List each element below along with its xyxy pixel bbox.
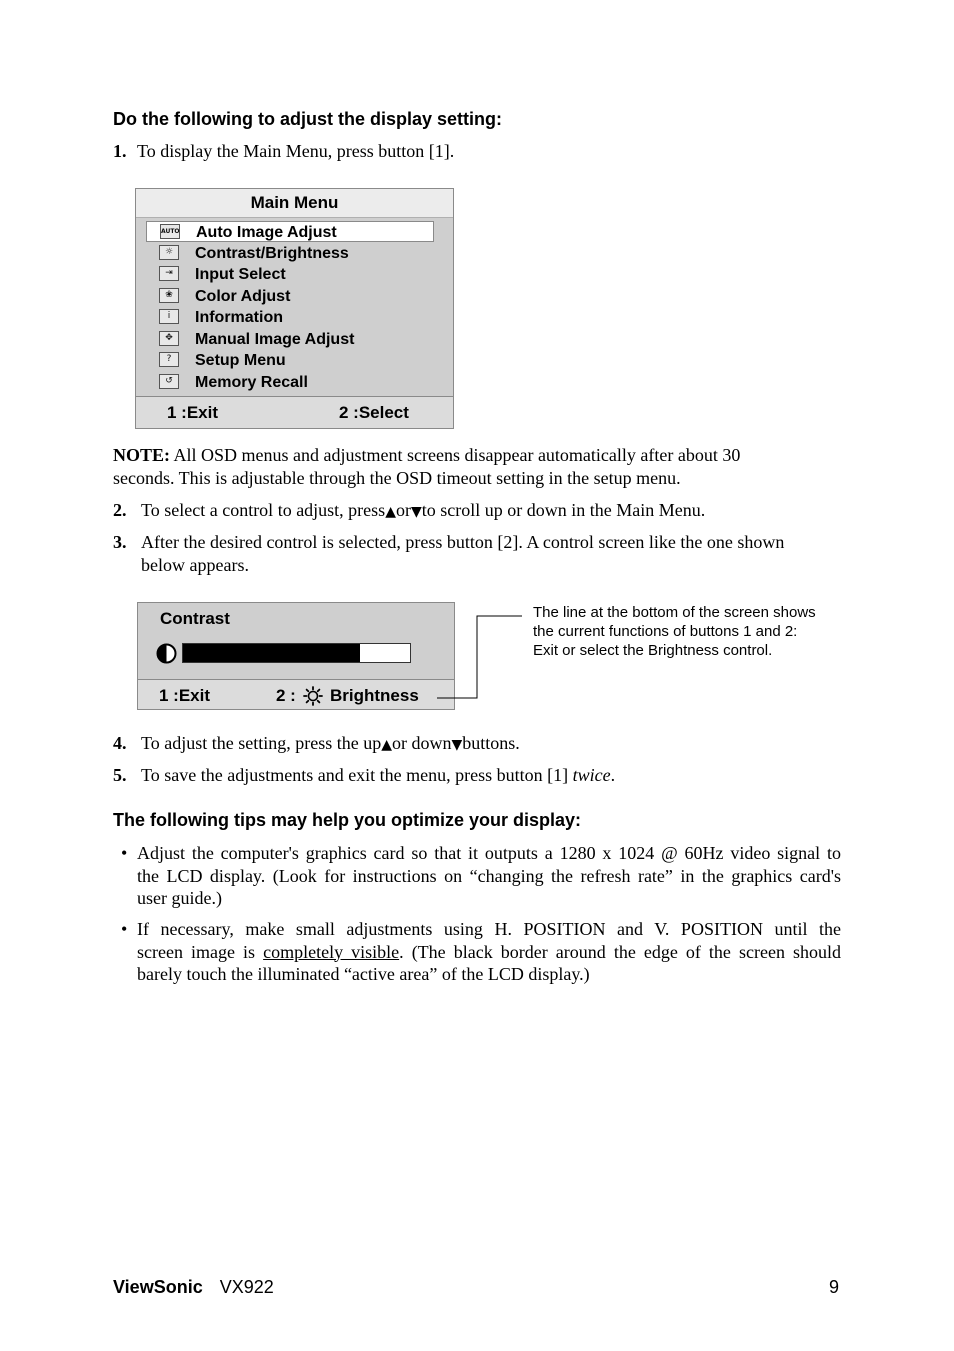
menu-item-label: Memory Recall (195, 373, 308, 391)
menu-item-label: Setup Menu (195, 352, 286, 369)
tip-line: barely touch the illuminated “active area” of the LCD display.) (137, 964, 590, 984)
bullet: • (121, 919, 128, 939)
step-number: 5. (113, 765, 127, 785)
callout-note (533, 603, 841, 660)
up-arrow-icon: ▲ (385, 504, 396, 520)
menu-item-label: Contrast/Brightness (195, 244, 349, 262)
information-icon: i (159, 309, 179, 324)
menu-item-label: Information (195, 309, 283, 326)
step-text-part: To adjust the setting, press the up (141, 733, 382, 753)
bullet: • (121, 843, 128, 863)
contrast-osd (137, 602, 455, 710)
main-menu-osd (135, 188, 454, 429)
step-number: 4. (113, 733, 127, 753)
contrast-level-fill (183, 644, 360, 662)
step-number: 1. (113, 141, 127, 161)
menu-item-label: Color Adjust (195, 287, 291, 305)
contrast-level-bar[interactable] (182, 643, 411, 663)
step-text: To display the Main Menu, press button [1]. (137, 141, 455, 161)
down-arrow-icon: ▼ (410, 504, 422, 520)
callout-connector (430, 612, 525, 702)
menu-item-label: Input Select (195, 266, 286, 283)
menu-item[interactable] (146, 286, 434, 307)
step-text-part: buttons. (462, 733, 520, 753)
menu-item[interactable] (146, 329, 434, 350)
step-text-part: . (610, 765, 616, 785)
footer-button-2-prefix: 2 : (276, 686, 296, 705)
brand-name: ViewSonic (113, 1277, 203, 1297)
menu-item[interactable] (146, 350, 434, 371)
menu-item-label: Auto Image Adjust (196, 224, 337, 241)
step-line: below appears. (141, 554, 249, 575)
section-heading-adjust: Do the following to adjust the display setting: (113, 109, 502, 129)
menu-item[interactable] (146, 307, 434, 328)
menu-item[interactable] (146, 221, 434, 242)
tip-line (137, 941, 841, 964)
step-text-part: To select a control to adjust, press (141, 500, 386, 520)
tip-line: Adjust the computer's graphics card so that it outputs a 1280 x 1024 @ 60Hz video signal to (137, 843, 841, 863)
color-adjust-icon: ❀ (159, 288, 179, 303)
note-label: NOTE: (113, 445, 171, 465)
model-name: VX922 (219, 1277, 274, 1297)
memory-recall-icon: ↺ (159, 374, 179, 389)
callout-line: the current functions of buttons 1 and 2: (533, 623, 798, 640)
step-number: 2. (113, 500, 127, 520)
callout-line: Exit or select the Brightness control. (533, 642, 773, 659)
step-text-part: or (395, 500, 411, 520)
tip-text-part: screen image is (137, 941, 264, 962)
manual-image-adjust-icon: ✥ (159, 331, 179, 346)
up-arrow-icon: ▲ (381, 737, 392, 753)
menu-item[interactable] (146, 243, 434, 264)
main-menu-footer (136, 396, 453, 428)
tip-line: user guide.) (137, 888, 222, 908)
note-line: seconds. This is adjustable through the OSD timeout setting in the setup menu. (113, 467, 681, 488)
tip-line: If necessary, make small adjustments using H. POSITION and V. POSITION until the (137, 919, 841, 939)
tip-paragraph (137, 918, 841, 986)
down-arrow-icon: ▼ (451, 737, 463, 753)
page-footer-brand (113, 1277, 274, 1298)
contrast-title: Contrast (160, 609, 230, 628)
contrast-brightness-icon: ☼ (159, 245, 179, 260)
brightness-label: Brightness (330, 686, 419, 705)
emphasis-text: twice (572, 765, 611, 785)
auto-set-icon: AUTO (160, 224, 180, 239)
step-text (141, 732, 520, 757)
tip-paragraph (137, 842, 841, 910)
step-number: 3. (113, 532, 127, 552)
contrast-icon (156, 643, 177, 664)
menu-item[interactable] (146, 264, 434, 285)
underlined-text: completely visible (263, 941, 400, 962)
select-label: 2 :Select (339, 403, 409, 422)
callout-line: The line at the bottom of the screen shows (533, 604, 816, 621)
step-text (141, 499, 705, 524)
page-number: 9 (829, 1277, 840, 1297)
step-text (141, 531, 841, 576)
note-line: All OSD menus and adjustment screens disappear automatically after about 30 (170, 445, 741, 465)
exit-label: 1 :Exit (159, 686, 211, 705)
tip-line: the LCD display. (Look for instructions on “changing the refresh rate” in the graphics card's (137, 865, 841, 886)
step-line: After the desired control is selected, press button [2]. A control screen like the one shown (141, 532, 785, 552)
step-text-part: to scroll up or down in the Main Menu. (421, 500, 706, 520)
step-text-part: or down (392, 733, 452, 753)
menu-item[interactable] (146, 372, 434, 393)
main-menu-title: Main Menu (136, 189, 453, 218)
step-text (141, 764, 615, 787)
input-select-icon: ⇥ (159, 266, 179, 281)
menu-item-label: Manual Image Adjust (195, 330, 355, 348)
section-heading-tips: The following tips may help you optimize your display: (113, 810, 582, 830)
brightness-icon (303, 686, 323, 706)
step-text-part: To save the adjustments and exit the menu, press button [1] (141, 765, 573, 785)
exit-label: 1 :Exit (167, 403, 219, 422)
note-paragraph (113, 444, 843, 489)
setup-menu-icon: ? (159, 352, 179, 367)
tip-text-part: . (The black border around the edge of the screen should (399, 941, 841, 962)
